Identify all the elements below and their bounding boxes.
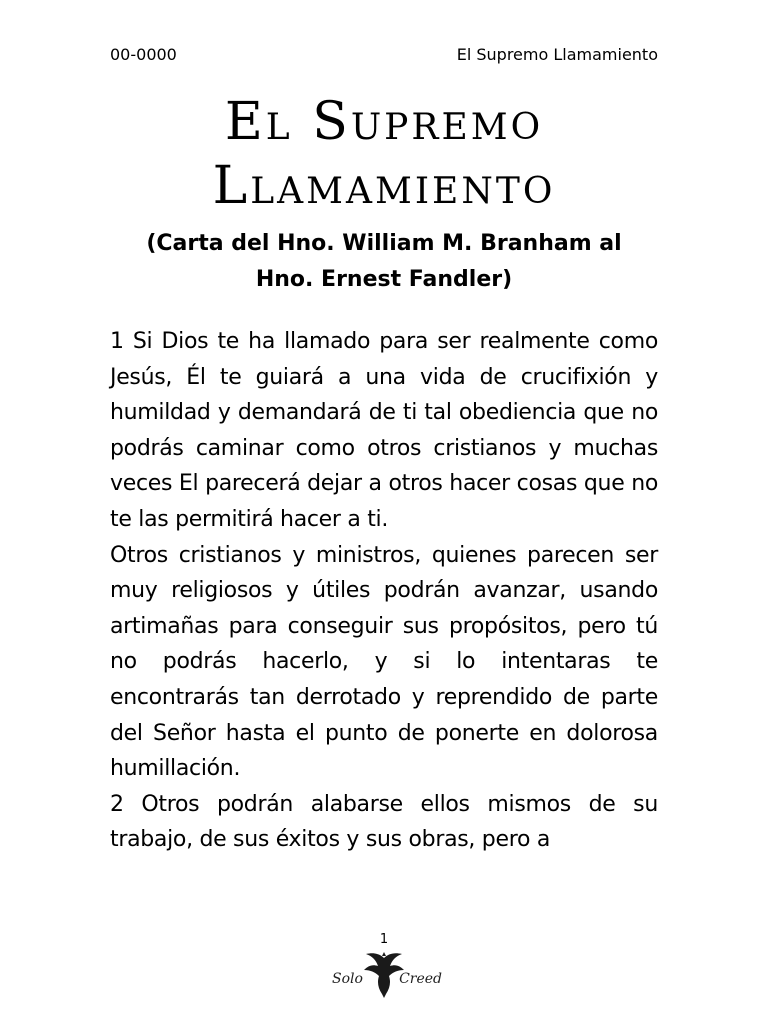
page-number: 1 — [379, 932, 389, 947]
paragraph-2: Otros cristianos y ministros, quienes parecen ser muy religiosos y útiles podrán avanzar, usando artimañas para conseguir sus propósitos, pero tú no podrás hacerlo, y si lo intentaras te encontrarás tan derrotado y reprendido de parte del Señor hasta el punto de ponerte en dolorosa humillación. — [110, 542, 658, 782]
footer-logo — [324, 950, 444, 1002]
logo-text-right: Creed — [399, 971, 442, 987]
document-code: 00-0000 — [110, 45, 177, 64]
paragraph-1: 1 Si Dios te ha llamado para ser realmente como Jesús, Él te guiará a una vida de crucifixión y humildad y demandará de ti tal obediencia que no podrás caminar como otros cristianos y muchas veces El parecerá dejar a otros hacer cosas que no te las permitirá hacer a ti. — [110, 329, 658, 532]
subtitle-line-2: Hno. Ernest Fandler) — [255, 267, 513, 292]
body-text — [110, 324, 658, 858]
logo-text-left: Solo — [332, 971, 363, 987]
paragraph-3: 2 Otros podrán alabarse ellos mismos de su trabajo, de sus éxitos y sus obras, pero a — [110, 791, 658, 853]
subtitle-line-1: (Carta del Hno. William M. Branham al — [146, 231, 622, 256]
page-header — [110, 44, 658, 66]
title-line-1: El Supremo — [224, 92, 544, 152]
title-line-2: Llamamiento — [212, 156, 556, 216]
subtitle — [110, 226, 658, 298]
running-title: El Supremo Llamamiento — [456, 45, 658, 64]
page-title — [60, 90, 708, 218]
